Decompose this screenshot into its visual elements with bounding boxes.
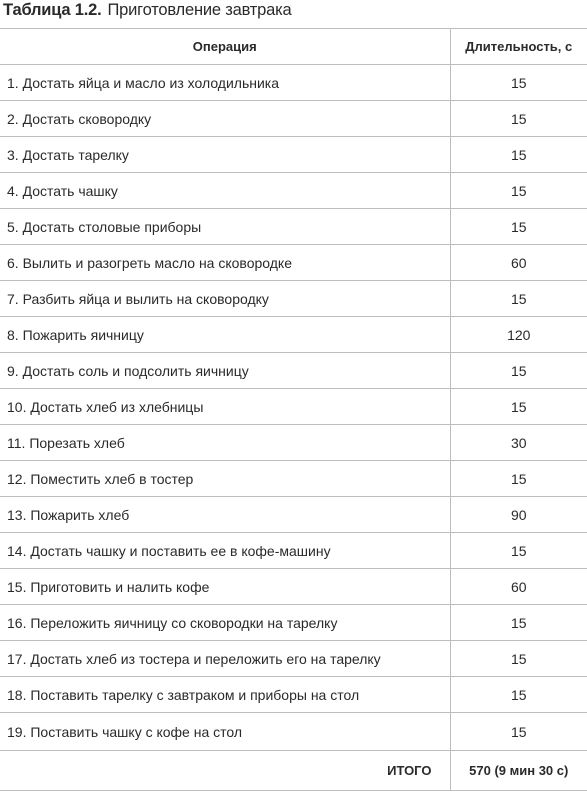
table-row (0, 713, 587, 751)
operation-cell: 13. Пожарить хлеб (0, 497, 450, 533)
duration-cell: 15 (450, 389, 587, 425)
table-row (0, 677, 587, 713)
table-row (0, 533, 587, 569)
operation-cell: 3. Достать тарелку (0, 137, 450, 173)
operation-cell: 2. Достать сковородку (0, 101, 450, 137)
operation-cell: 9. Достать соль и подсолить яичницу (0, 353, 450, 389)
duration-cell: 15 (450, 65, 587, 101)
operation-cell: 5. Достать столовые приборы (0, 209, 450, 245)
table-row (0, 245, 587, 281)
operation-cell: 14. Достать чашку и поставить ее в кофе-машину (0, 533, 450, 569)
duration-cell: 15 (450, 461, 587, 497)
duration-cell: 60 (450, 569, 587, 605)
total-row (0, 751, 587, 791)
table-row (0, 641, 587, 677)
operation-cell: 12. Поместить хлеб в тостер (0, 461, 450, 497)
operation-cell: 1. Достать яйца и масло из холодильника (0, 65, 450, 101)
duration-cell: 90 (450, 497, 587, 533)
duration-cell: 120 (450, 317, 587, 353)
duration-cell: 15 (450, 533, 587, 569)
table-row (0, 137, 587, 173)
operation-cell: 16. Переложить яичницу со сковородки на тарелку (0, 605, 450, 641)
table-row (0, 173, 587, 209)
duration-cell: 30 (450, 425, 587, 461)
table-row (0, 569, 587, 605)
duration-cell: 15 (450, 209, 587, 245)
total-value: 570 (9 мин 30 с) (450, 751, 587, 791)
operation-cell: 11. Порезать хлеб (0, 425, 450, 461)
header-duration: Длительность, с (450, 29, 587, 65)
operation-cell: 19. Поставить чашку с кофе на стол (0, 713, 450, 751)
table-row (0, 65, 587, 101)
operation-cell: 10. Достать хлеб из хлебницы (0, 389, 450, 425)
table-row (0, 461, 587, 497)
operation-cell: 17. Достать хлеб из тостера и переложить его на тарелку (0, 641, 450, 677)
duration-cell: 15 (450, 641, 587, 677)
duration-cell: 15 (450, 713, 587, 751)
table-row (0, 605, 587, 641)
operation-cell: 4. Достать чашку (0, 173, 450, 209)
table-row (0, 389, 587, 425)
duration-cell: 15 (450, 605, 587, 641)
table-row (0, 209, 587, 245)
breakfast-table (0, 28, 587, 791)
table-row (0, 353, 587, 389)
duration-cell: 15 (450, 677, 587, 713)
duration-cell: 15 (450, 281, 587, 317)
duration-cell: 15 (450, 173, 587, 209)
table-caption (3, 0, 291, 20)
table-number: Таблица 1.2. (3, 1, 102, 19)
table-row (0, 425, 587, 461)
table-row (0, 281, 587, 317)
header-row (0, 29, 587, 65)
operation-cell: 6. Вылить и разогреть масло на сковородке (0, 245, 450, 281)
header-operation: Операция (0, 29, 450, 65)
table-row (0, 101, 587, 137)
duration-cell: 15 (450, 137, 587, 173)
duration-cell: 60 (450, 245, 587, 281)
operation-cell: 7. Разбить яйца и вылить на сковородку (0, 281, 450, 317)
duration-cell: 15 (450, 353, 587, 389)
table-row (0, 317, 587, 353)
table-row (0, 497, 587, 533)
duration-cell: 15 (450, 101, 587, 137)
total-label: ИТОГО (0, 751, 450, 791)
operation-cell: 8. Пожарить яичницу (0, 317, 450, 353)
operation-cell: 15. Приготовить и налить кофе (0, 569, 450, 605)
operation-cell: 18. Поставить тарелку с завтраком и приборы на стол (0, 677, 450, 713)
table-title: Приготовление завтрака (107, 1, 292, 19)
